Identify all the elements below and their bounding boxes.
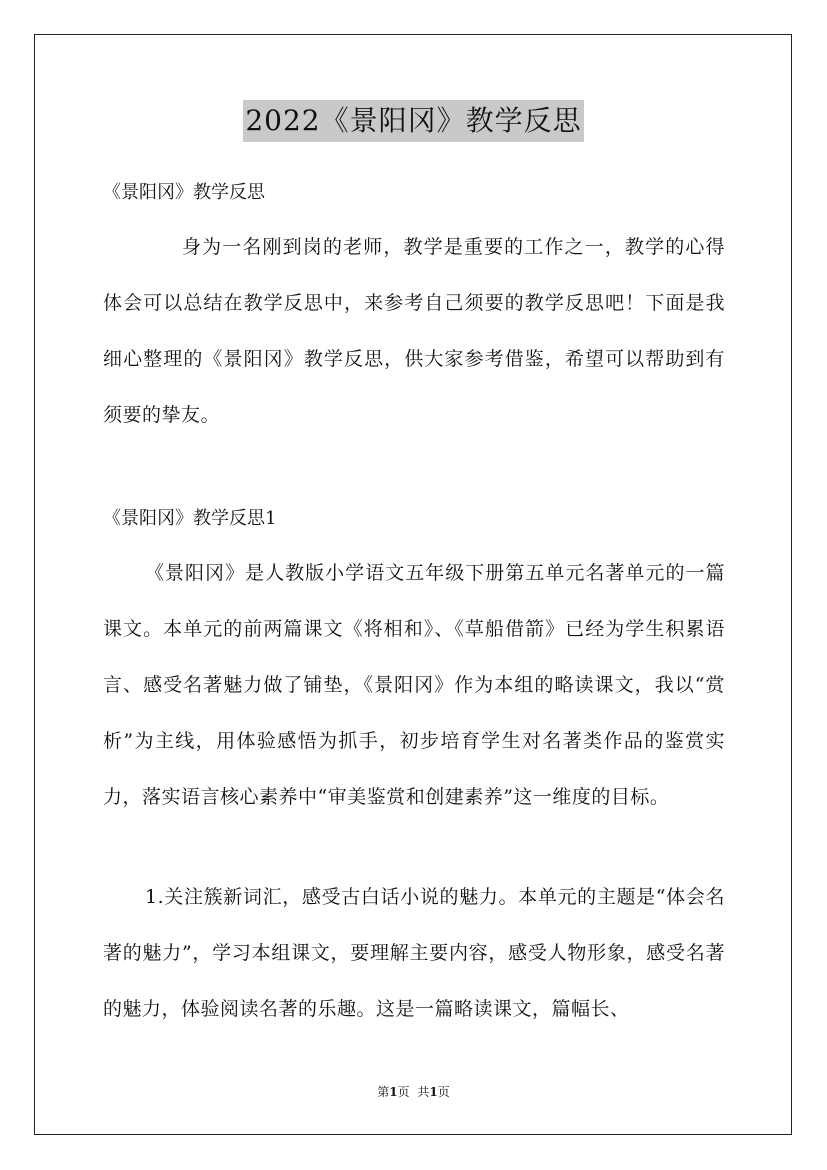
total-page-number: 1 <box>429 1085 438 1099</box>
document-subtitle: 《景阳冈》教学反思 <box>103 182 265 203</box>
current-page-number: 1 <box>389 1085 398 1099</box>
title-container <box>0 100 827 142</box>
total-label-suffix: 页 <box>437 1085 450 1099</box>
page-label-suffix: 页 <box>397 1085 410 1099</box>
body-paragraph-2: 1.关注簇新词汇，感受古白话小说的魅力。本单元的主题是“体会名著的魅力”，学习本组课文，要理解主要内容，感受人物形象，感受名著的魅力，体验阅读名著的乐趣。这是一篇略读课文，篇幅长、 <box>103 886 725 1020</box>
total-label-prefix: 共 <box>417 1085 430 1099</box>
page-footer <box>0 1083 827 1101</box>
page-label-prefix: 第 <box>377 1085 390 1099</box>
body-paragraph-1: 《景阳冈》是人教版小学语文五年级下册第五单元名著单元的一篇课文。本单元的前两篇课文《将相和》、《草船借箭》已经为学生积累语言、感受名著魅力做了铺垫，《景阳冈》作为本组的略读课文，我以“赏析”为主线，用体验感悟为抓手，初步培育学生对名著类作品的鉴赏实力，落实语言核心素养中“审美鉴赏和创建素养”这一维度的目标。 <box>103 562 725 808</box>
document-title: 2022《景阳冈》教学反思 <box>243 100 583 142</box>
intro-paragraph: 身为一名刚到岗的老师，教学是重要的工作之一，教学的心得体会可以总结在教学反思中，来参考自己须要的教学反思吧！下面是我细心整理的《景阳冈》教学反思，供大家参考借鉴，希望可以帮助到有须要的挚友。 <box>103 236 725 426</box>
section-heading: 《景阳冈》教学反思1 <box>103 508 277 529</box>
